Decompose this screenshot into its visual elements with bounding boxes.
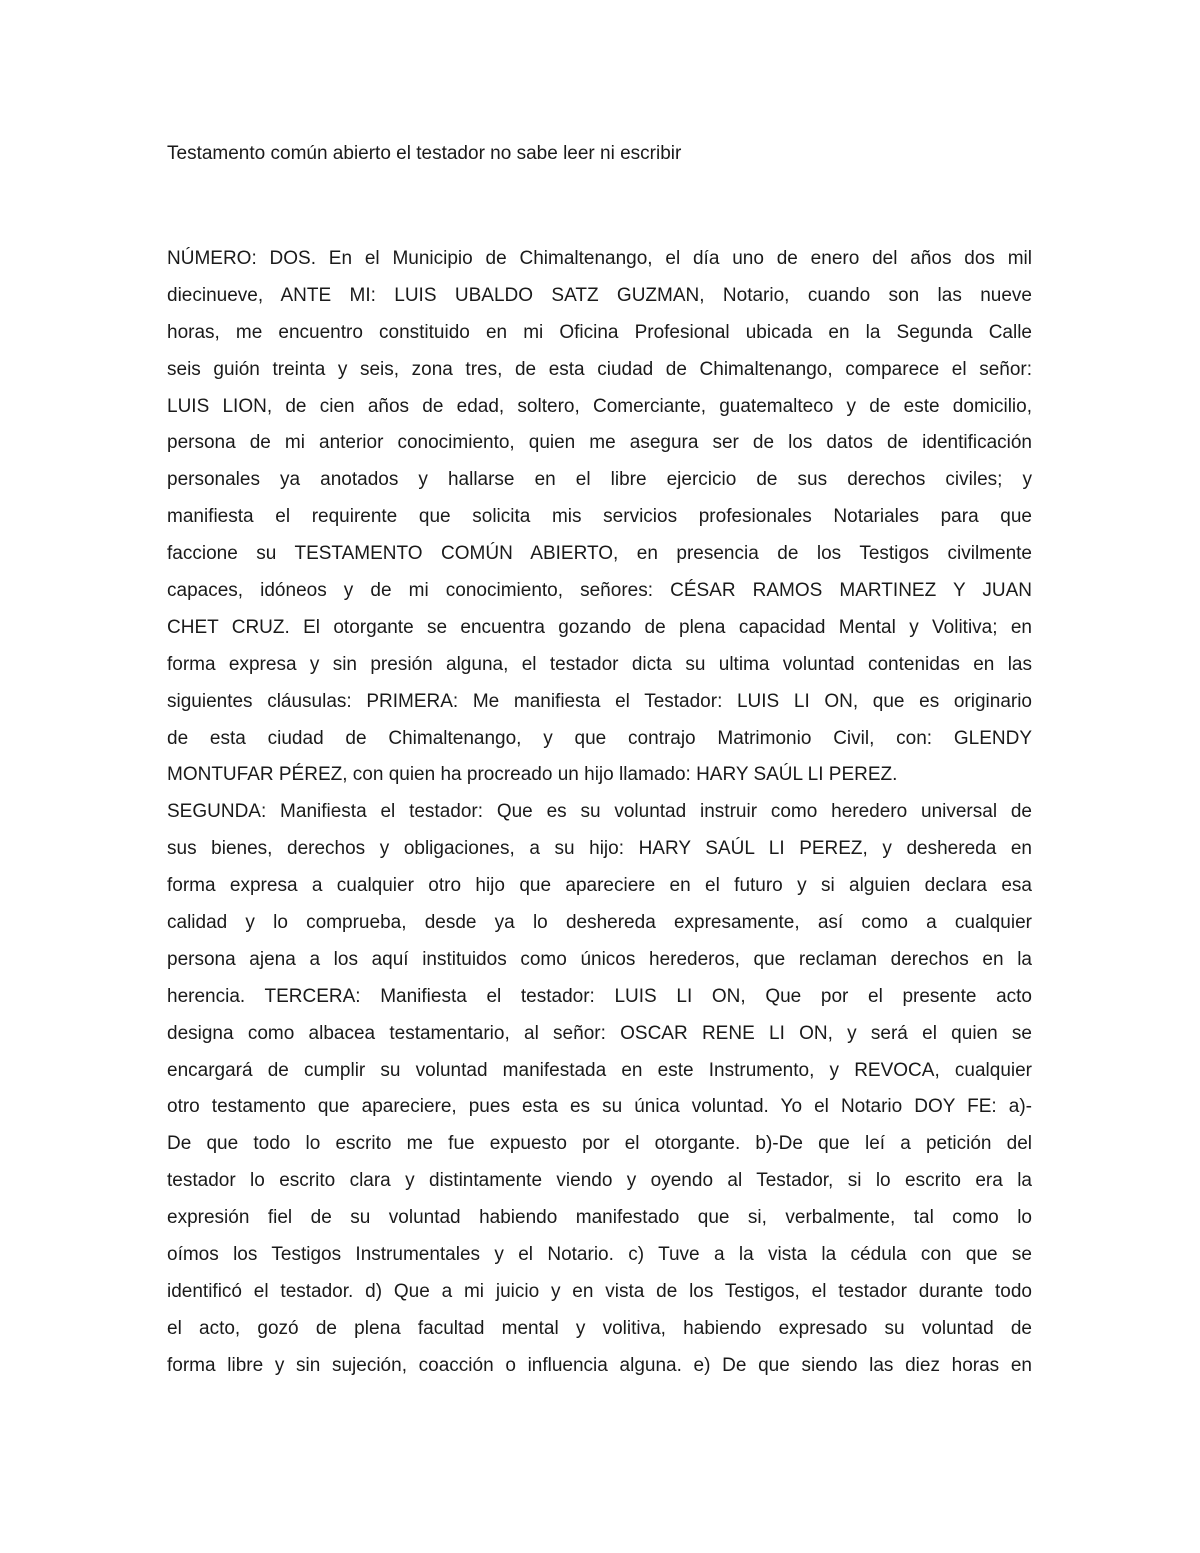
- body-line: forma expresa y sin presión alguna, el testador dicta su ultima voluntad contenidas en las: [167, 653, 1032, 675]
- body-line: SEGUNDA: Manifiesta el testador: Que es su voluntad instruir como heredero universal de: [167, 801, 1032, 823]
- body-line: calidad y lo comprueba, desde ya lo deshereda expresamente, así como a cualquier: [167, 912, 1032, 934]
- body-line: testador lo escrito clara y distintamente viendo y oyendo al Testador, si lo escrito era la: [167, 1170, 1032, 1192]
- body-line: el acto, gozó de plena facultad mental y volitiva, habiendo expresado su voluntad de: [167, 1317, 1032, 1339]
- body-line: siguientes cláusulas: PRIMERA: Me manifiesta el Testador: LUIS LI ON, que es originario: [167, 690, 1032, 712]
- body-line: expresión fiel de su voluntad habiendo manifestado que si, verbalmente, tal como lo: [167, 1207, 1032, 1229]
- body-line: de esta ciudad de Chimaltenango, y que contrajo Matrimonio Civil, con: GLENDY: [167, 727, 1032, 749]
- document-title: Testamento común abierto el testador no sabe leer ni escribir: [167, 143, 682, 164]
- body-line: CHET CRUZ. El otorgante se encuentra gozando de plena capacidad Mental y Volitiva; en: [167, 616, 1032, 638]
- body-line: designa como albacea testamentario, al señor: OSCAR RENE LI ON, y será el quien se: [167, 1022, 1032, 1044]
- body-line: NÚMERO: DOS. En el Municipio de Chimaltenango, el día uno de enero del años dos mil: [167, 248, 1032, 269]
- body-line: oímos los Testigos Instrumentales y el Notario. c) Tuve a la vista la cédula con que se: [167, 1244, 1032, 1266]
- body-line: persona de mi anterior conocimiento, quien me asegura ser de los datos de identificación: [167, 432, 1032, 454]
- body-line: MONTUFAR PÉREZ, con quien ha procreado un hijo llamado: HARY SAÚL LI PEREZ.: [167, 764, 898, 786]
- body-line: forma expresa a cualquier otro hijo que apareciere en el futuro y si alguien declara esa: [167, 875, 1032, 897]
- body-line: faccione su TESTAMENTO COMÚN ABIERTO, en presencia de los Testigos civilmente: [167, 543, 1032, 565]
- body-line: LUIS LION, de cien años de edad, soltero, Comerciante, guatemalteco y de este domicilio,: [167, 395, 1032, 417]
- body-line: persona ajena a los aquí instituidos como únicos herederos, que reclaman derechos en la: [167, 948, 1032, 970]
- body-line: encargará de cumplir su voluntad manifestada en este Instrumento, y REVOCA, cualquier: [167, 1059, 1032, 1081]
- body-line: diecinueve, ANTE MI: LUIS UBALDO SATZ GUZMAN, Notario, cuando son las nueve: [167, 284, 1032, 306]
- body-line: herencia. TERCERA: Manifiesta el testador: LUIS LI ON, Que por el presente acto: [167, 985, 1032, 1007]
- body-line: identificó el testador. d) Que a mi juicio y en vista de los Testigos, el testador durante todo: [167, 1280, 1032, 1302]
- body-line: sus bienes, derechos y obligaciones, a su hijo: HARY SAÚL LI PEREZ, y deshereda en: [167, 838, 1032, 860]
- body-line: forma libre y sin sujeción, coacción o influencia alguna. e) De que siendo las diez horas en: [167, 1354, 1032, 1376]
- body-line: horas, me encuentro constituido en mi Oficina Profesional ubicada en la Segunda Calle: [167, 321, 1032, 343]
- body-line: capaces, idóneos y de mi conocimiento, señores: CÉSAR RAMOS MARTINEZ Y JUAN: [167, 580, 1032, 602]
- body-line: De que todo lo escrito me fue expuesto por el otorgante. b)-De que leí a petición del: [167, 1133, 1032, 1155]
- document-body: [167, 241, 1032, 1385]
- body-line: seis guión treinta y seis, zona tres, de esta ciudad de Chimaltenango, comparece el señor:: [167, 358, 1032, 380]
- body-line: personales ya anotados y hallarse en el libre ejercicio de sus derechos civiles; y: [167, 469, 1032, 491]
- body-line: manifiesta el requirente que solicita mis servicios profesionales Notariales para que: [167, 506, 1032, 528]
- body-line: otro testamento que apareciere, pues esta es su única voluntad. Yo el Notario DOY FE: a)-: [167, 1096, 1032, 1118]
